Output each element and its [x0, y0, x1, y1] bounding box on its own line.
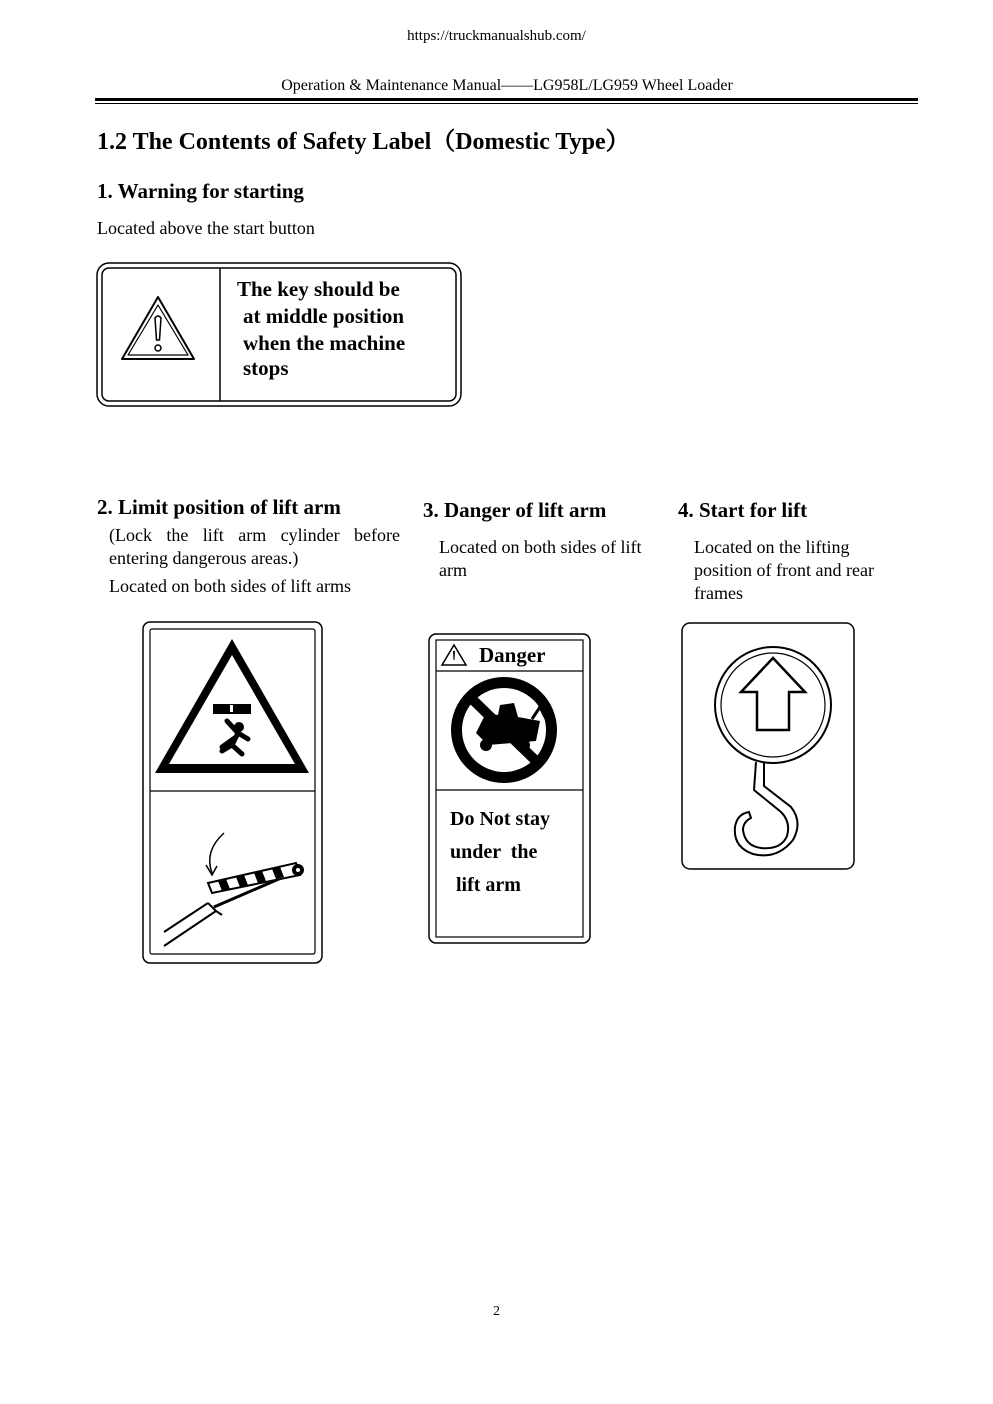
danger-label-line: under the — [450, 841, 538, 863]
header-rule-thick — [95, 98, 918, 101]
header-rule-thin — [95, 103, 918, 104]
section-1-heading: 1. Warning for starting — [97, 179, 304, 203]
lift-arm-limit-label — [142, 621, 323, 964]
section-2-note: (Lock the lift arm cylinder before entering dangerous areas.) — [109, 525, 400, 568]
section-3-heading: 3. Danger of lift arm — [423, 498, 607, 522]
running-header: Operation & Maintenance Manual——LG958L/LG959 Wheel Loader — [281, 77, 733, 94]
danger-label-line: lift arm — [456, 874, 521, 896]
section-4-heading: 4. Start for lift — [678, 498, 808, 522]
caution-triangle-icon — [118, 292, 198, 364]
lift-point-label — [681, 622, 855, 870]
warning-start-label — [96, 262, 462, 407]
page-number: 2 — [493, 1304, 500, 1319]
site-url[interactable]: https://truckmanualshub.com/ — [407, 28, 586, 44]
section-1-location: Located above the start button — [97, 218, 315, 238]
warning-label-line: stops — [243, 356, 289, 380]
danger-label-line: Do Not stay — [450, 808, 550, 830]
danger-label-text — [450, 803, 550, 902]
danger-label-title: Danger — [479, 643, 546, 667]
warning-start-label-text — [237, 276, 405, 379]
page-title: 1.2 The Contents of Safety Label（Domestic Type） — [97, 129, 630, 155]
section-2-heading: 2. Limit position of lift arm — [97, 495, 341, 519]
section-2-location: Located on both sides of lift arms — [109, 576, 351, 596]
section-4-location: Located on the lifting position of front and rear frames — [694, 537, 874, 603]
lift-arm-danger-label — [428, 633, 591, 944]
warning-label-line: at middle position — [243, 304, 405, 328]
warning-label-line: The key should be — [237, 277, 400, 301]
warning-label-line: when the machine — [243, 331, 406, 355]
section-3-location: Located on both sides of lift arm — [439, 537, 642, 580]
